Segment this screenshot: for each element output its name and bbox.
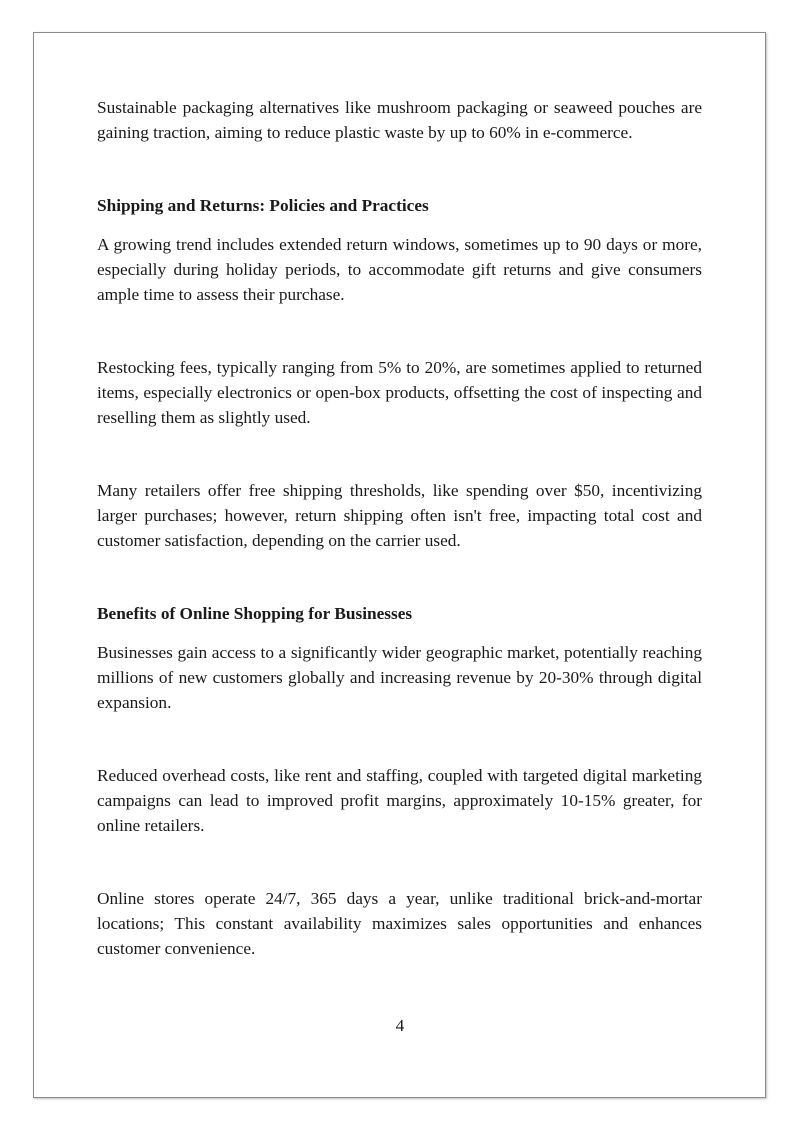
- paragraph-free-shipping: Many retailers offer free shipping thresholds, like spending over $50, incentivizing larger purchases; however, return shipping often isn't free, impacting total cost and customer satisfaction, depending on the carrier used.: [97, 481, 702, 550]
- paragraph-restocking-fees: Restocking fees, typically ranging from 5% to 20%, are sometimes applied to returned items, especially electronics or open-box products, offsetting the cost of inspecting and reselling them as slightly used.: [97, 358, 702, 427]
- paragraph-return-windows: A growing trend includes extended return windows, sometimes up to 90 days or more, especially during holiday periods, to accommodate gift returns and give consumers ample time to assess their purchase.: [97, 235, 702, 304]
- page-number: 4: [395, 1016, 405, 1035]
- heading-business-benefits: Benefits of Online Shopping for Businesses: [97, 604, 413, 623]
- paragraph-sustainable-packaging: Sustainable packaging alternatives like mushroom packaging or seaweed pouches are gaining traction, aiming to reduce plastic waste by up to 60% in e-commerce.: [97, 98, 702, 142]
- heading-shipping-returns: Shipping and Returns: Policies and Practices: [97, 196, 429, 215]
- paragraph-wider-market: Businesses gain access to a significantly wider geographic market, potentially reaching millions of new customers globally and increasing revenue by 20-30% through digital expansion.: [97, 643, 702, 712]
- paragraph-24-7-operation: Online stores operate 24/7, 365 days a year, unlike traditional brick-and-mortar locations; This constant availability maximizes sales opportunities and enhances customer convenience.: [97, 889, 702, 958]
- paragraph-reduced-overhead: Reduced overhead costs, like rent and staffing, coupled with targeted digital marketing campaigns can lead to improved profit margins, approximately 10-15% greater, for online retailers.: [97, 766, 702, 835]
- document-body: [97, 95, 702, 961]
